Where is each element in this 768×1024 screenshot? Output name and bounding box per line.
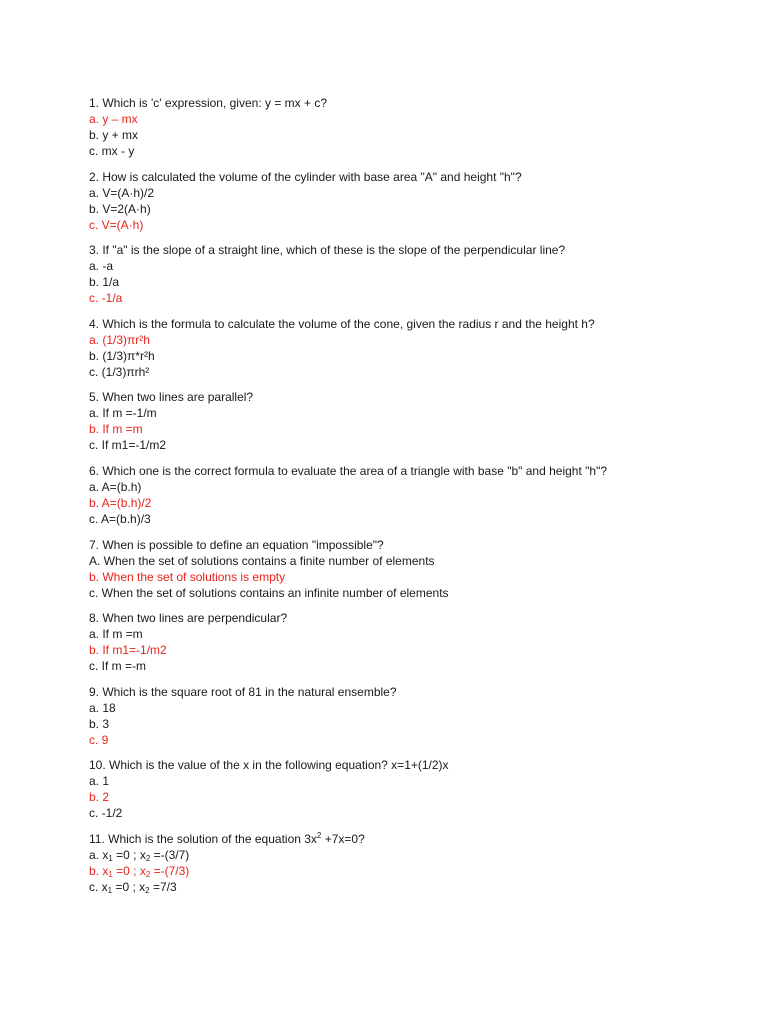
question-block	[89, 169, 729, 233]
question-text: 3. If "a" is the slope of a straight line, which of these is the slope of the perpendicular line?	[89, 243, 566, 258]
question-text: 7. When is possible to define an equation "impossible"?	[89, 537, 384, 552]
answer-option-correct: b. If m1=-1/m2	[89, 643, 167, 658]
answer-option-correct: c. -1/a	[89, 291, 123, 306]
question-text: 2. How is calculated the volume of the cylinder with base area "A" and height "h"?	[89, 169, 522, 184]
answer-option-correct: b. 2	[89, 790, 110, 805]
answer-option: c. $x_1 =0$ ; $x_2 =7/3$	[89, 879, 177, 895]
answer-option: a. If m =-1/m	[89, 406, 157, 421]
question-block	[89, 242, 729, 306]
quiz-list	[89, 95, 729, 905]
answer-option: c. A=(b.h)/3	[89, 511, 151, 526]
question-text: 10. Which is the value of the x in the following equation? x=1+(1/2)x	[89, 758, 449, 773]
question-text: 9. Which is the square root of 81 in the natural ensemble?	[89, 684, 397, 699]
question-text: 6. Which one is the correct formula to evaluate the area of a triangle with base "b" and height "h"?	[89, 463, 608, 478]
question-text: 4. Which is the formula to calculate the volume of the cone, given the radius r and the height h?	[89, 316, 595, 331]
answer-option: a. 18	[89, 700, 116, 715]
question-block	[89, 757, 729, 821]
answer-option-correct: a. y – mx	[89, 112, 138, 126]
answer-option: a. V=(A·h)/2	[89, 185, 155, 200]
answer-option-correct: b. When the set of solutions is empty	[89, 569, 286, 584]
question-block	[89, 537, 729, 601]
question-text: 11. Which is the solution of the equation $3x^2 +7x=0$?	[89, 830, 365, 846]
question-block	[89, 831, 729, 895]
answer-option: c. If m =-m	[89, 659, 146, 674]
question-block	[89, 463, 729, 527]
answer-option-correct: c. 9	[89, 732, 109, 747]
answer-option: c. If m1=-1/m2	[89, 438, 167, 453]
answer-option: a. A=(b.h)	[89, 479, 142, 494]
answer-option: b. 3	[89, 716, 110, 731]
answer-option: c. When the set of solutions contains an infinite number of elements	[89, 585, 449, 600]
answer-option: c. -1/2	[89, 806, 123, 821]
question-block	[89, 316, 729, 380]
answer-option: A. When the set of solutions contains a finite number of elements	[89, 553, 435, 568]
question-block	[89, 95, 729, 159]
answer-option: c. (1/3)πrh²	[89, 364, 150, 379]
question-block	[89, 684, 729, 748]
answer-option: b. y + mx	[89, 128, 139, 142]
answer-option-correct: c. V=(A·h)	[89, 217, 144, 232]
answer-option: b. 1/a	[89, 275, 120, 290]
question-block	[89, 389, 729, 453]
answer-option-correct: a. (1/3)πr²h	[89, 332, 150, 347]
question-text: 8. When two lines are perpendicular?	[89, 611, 288, 626]
answer-option: c. mx - y	[89, 144, 135, 158]
answer-option: a. -a	[89, 259, 114, 274]
answer-option: b. V=2(A·h)	[89, 201, 151, 216]
answer-option: a. If m =m	[89, 627, 143, 642]
answer-option: a. $x_1 =0$ ; $x_2 =-(3/7)$	[89, 847, 190, 863]
answer-option-correct: b. If m =m	[89, 422, 143, 437]
question-text: 5. When two lines are parallel?	[89, 390, 254, 405]
answer-option: a. 1	[89, 774, 110, 789]
question-block	[89, 610, 729, 674]
question-text: 1. Which is 'c' expression, given: y = mx + c?	[89, 96, 328, 110]
answer-option-correct: b. A=(b.h)/2	[89, 495, 152, 510]
answer-option: b. (1/3)π*r²h	[89, 348, 155, 363]
answer-option-correct: b. $x_1 =0$ ; $x_2 =-(7/3)$	[89, 863, 190, 879]
